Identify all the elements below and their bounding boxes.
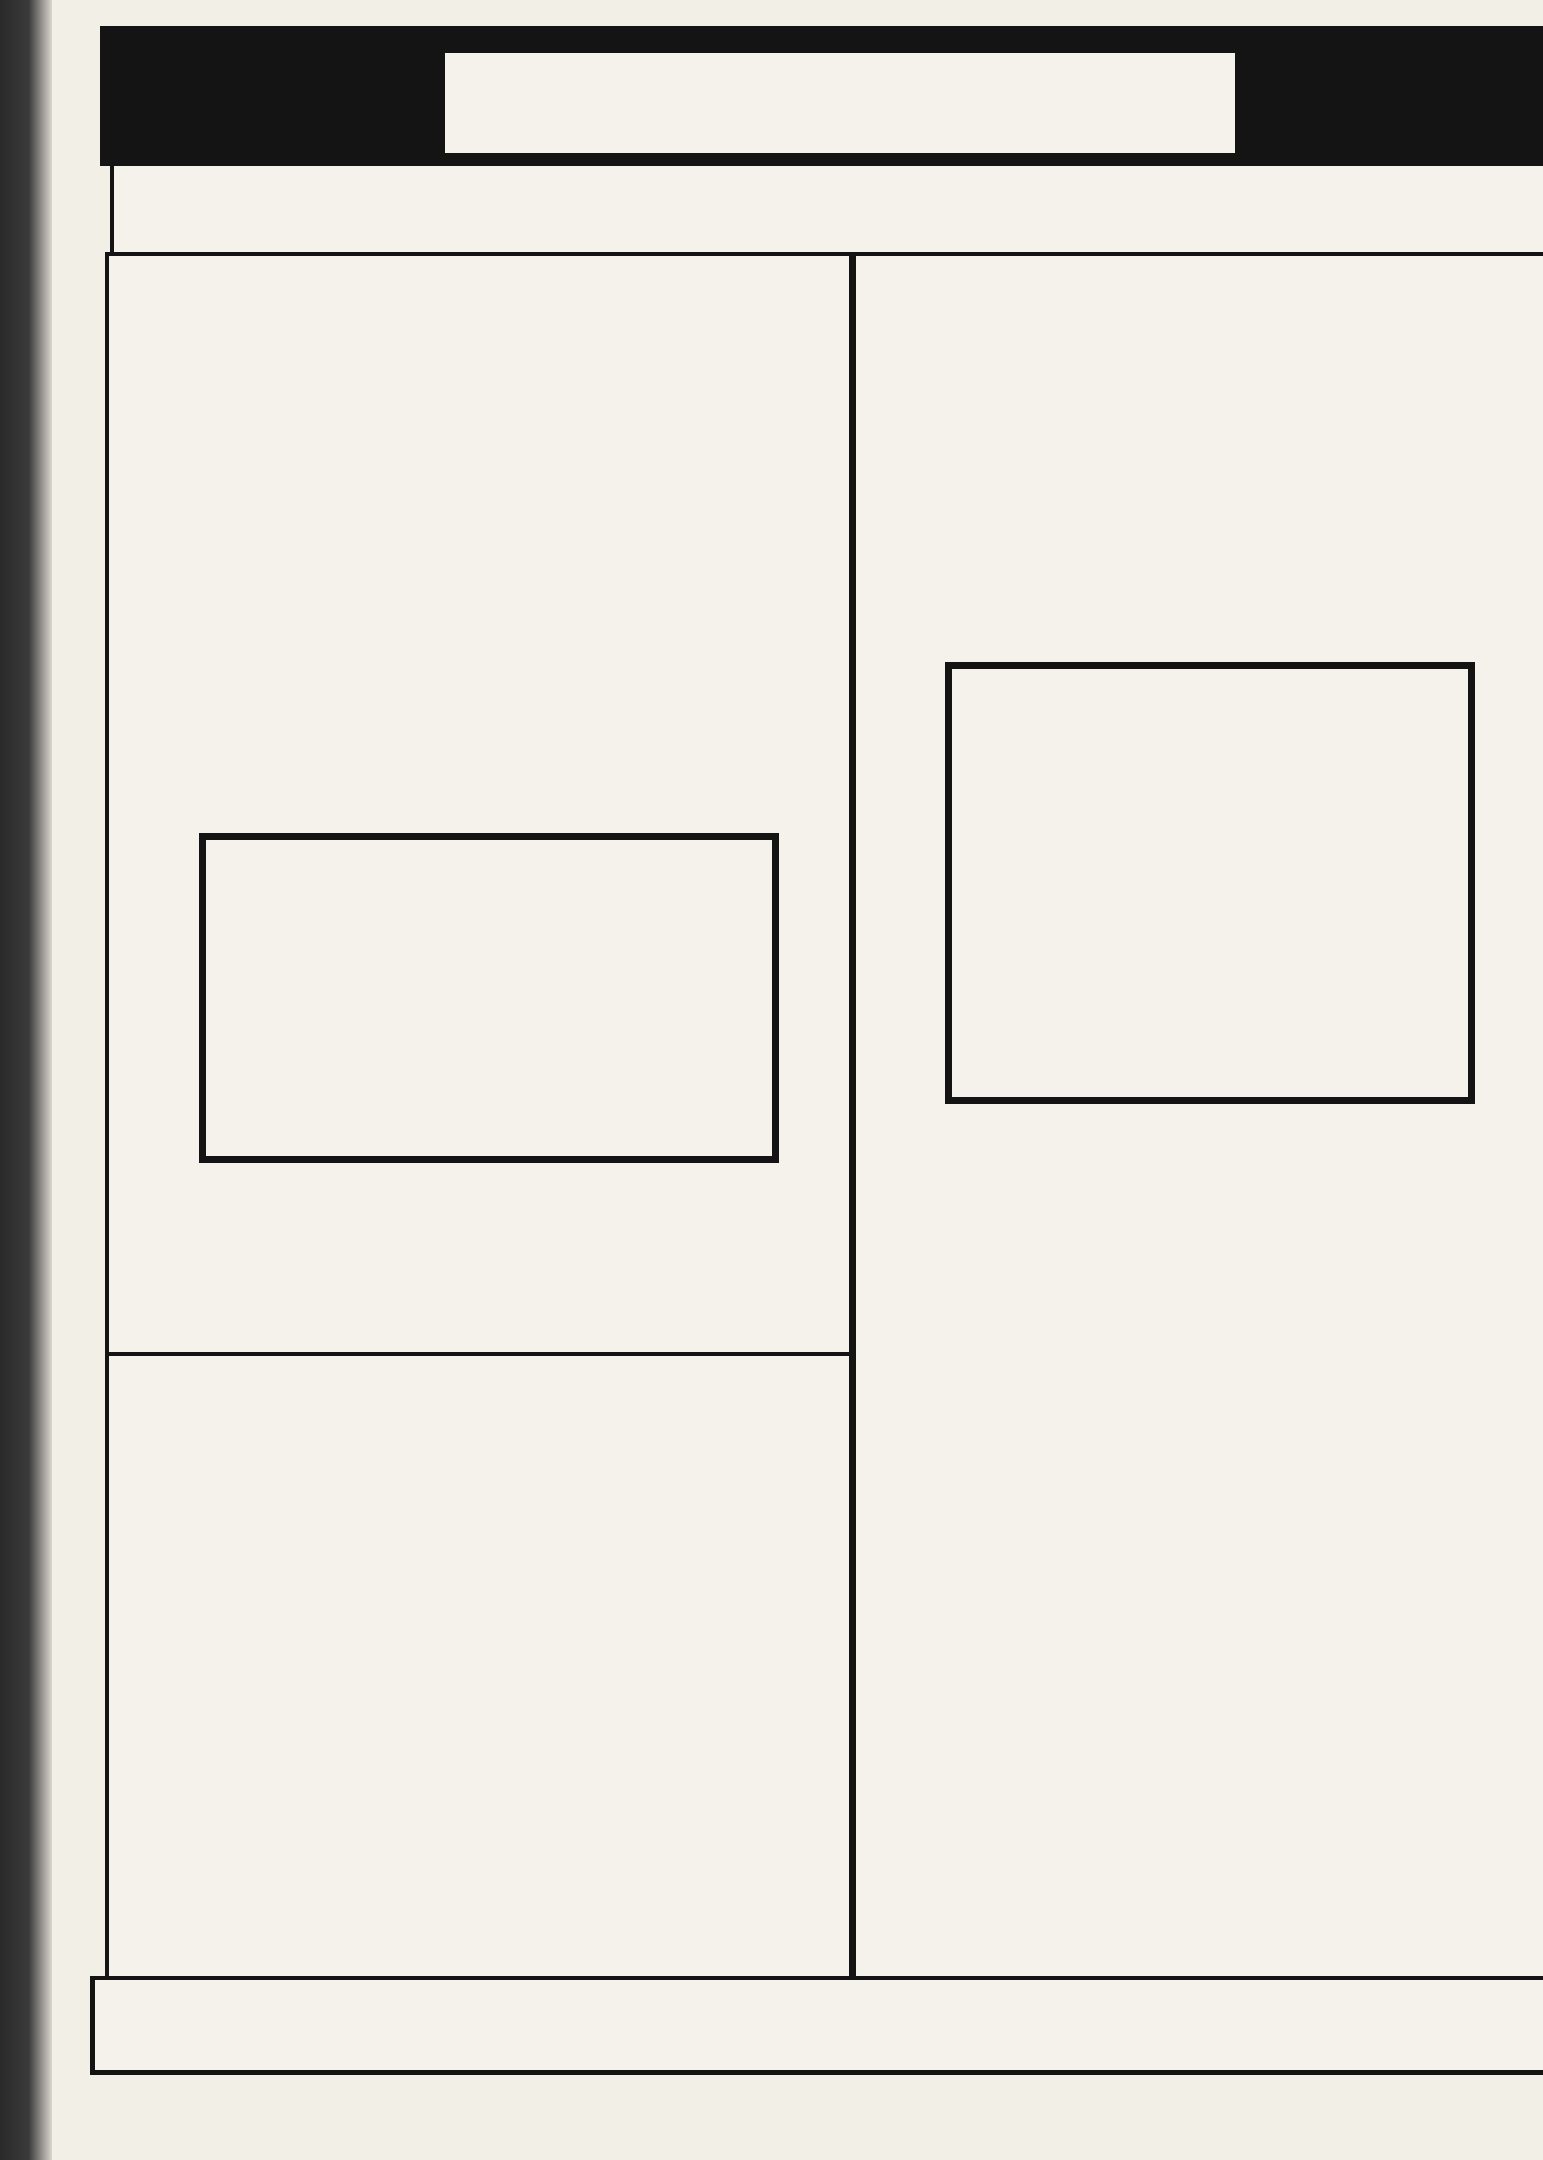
profit-statement-panel [945,662,1475,1104]
footer-address [90,1976,1543,2075]
easiplot-box [105,252,853,1373]
page-binding-edge [0,0,52,2160]
sales-chart [199,833,779,1163]
header-band [100,26,1543,166]
advert [100,26,1543,2066]
prices-box [105,1352,853,2013]
chart-svg [206,840,772,1156]
share-analyser-box [852,252,1543,2013]
company-logo [445,53,1235,153]
tagline [110,166,1543,262]
